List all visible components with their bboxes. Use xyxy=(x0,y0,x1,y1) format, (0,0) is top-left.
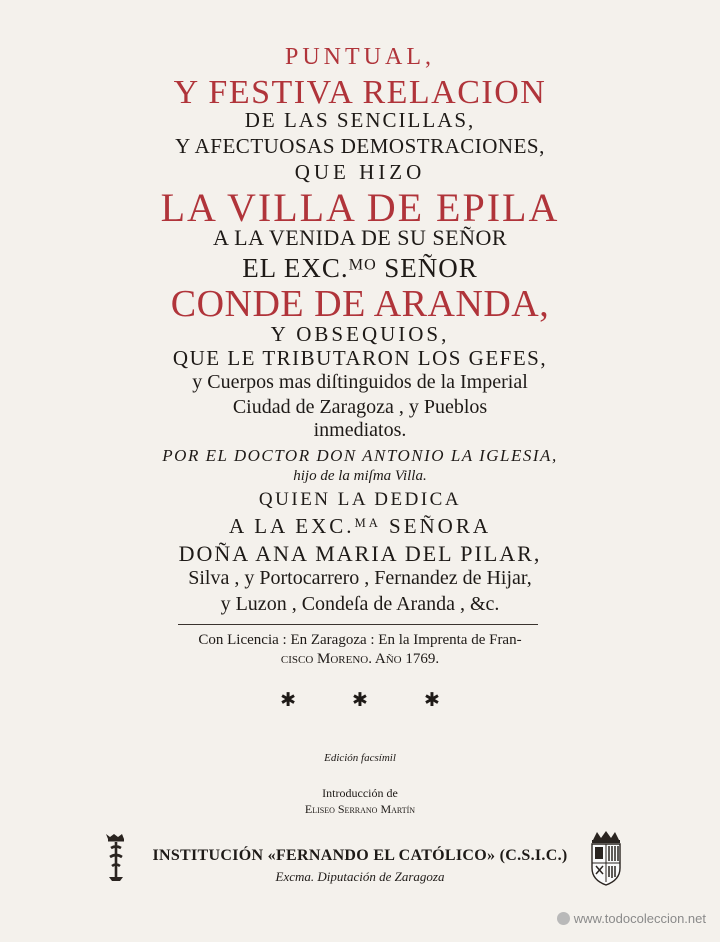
title-line-9: CONDE DE ARANDA, xyxy=(170,283,550,325)
title-line-4: Y AFECTUOSAS DEMOSTRACIONES, xyxy=(175,134,545,158)
imprint-line-1: Con Licencia : En Zaragoza : En la Imprenta de Fran- xyxy=(198,632,522,648)
title-line-8: EL EXC.ᴹᴼ SEÑOR xyxy=(242,253,478,283)
asterism-ornament-icon: ✱ xyxy=(352,690,368,711)
author-origin-line: hijo de la miſma Villa. xyxy=(293,468,427,484)
dedication-line-3: DOÑA ANA MARIA DEL PILAR, xyxy=(178,541,542,566)
introduction-label: Introducción de xyxy=(322,786,398,800)
title-line-5: QUE HIZO xyxy=(294,160,426,184)
imprint-line-2: cisco Moreno. Año 1769. xyxy=(280,651,440,667)
title-line-1: PUNTUAL, xyxy=(285,44,435,70)
publisher-subtitle: Excma. Diputación de Zaragoza xyxy=(275,869,445,884)
coat-of-arms-icon xyxy=(588,830,624,886)
dedication-line-2: A LA EXC.ᴹᴬ SEÑORA xyxy=(228,514,492,538)
title-line-2: Y FESTIVA RELACION xyxy=(173,74,547,111)
title-line-3: DE LAS SENCILLAS, xyxy=(244,108,476,132)
asterism-ornament-icon: ✱ xyxy=(423,690,440,711)
divider-rule xyxy=(178,624,538,625)
dedication-line-4: Silva , y Portocarrero , Fernandez de Hijar, xyxy=(188,567,532,589)
title-line-14: inmediatos. xyxy=(313,419,407,441)
introduction-author: Eliseo Serrano Martín xyxy=(304,802,416,816)
title-line-12: y Cuerpos mas diſtinguidos de la Imperial xyxy=(192,371,528,393)
facsimile-label: Edición facsímil xyxy=(324,752,396,764)
title-line-11: QUE LE TRIBUTARON LOS GEFES, xyxy=(172,346,548,370)
watermark-logo-icon xyxy=(557,912,570,925)
title-line-6: LA VILLA DE EPILA xyxy=(160,185,560,230)
watermark-text: www.todocoleccion.net xyxy=(573,911,706,926)
author-line: POR EL DOCTOR DON ANTONIO LA IGLESIA, xyxy=(162,446,558,465)
publisher-name: INSTITUCIÓN «FERNANDO EL CATÓLICO» (C.S.I.C.) xyxy=(152,847,568,864)
dedication-line-1: QUIEN LA DEDICA xyxy=(258,489,462,510)
watermark xyxy=(557,911,706,926)
asterism-ornament-icon: ✱ xyxy=(280,690,297,711)
dedication-line-5: y Luzon , Condeſa de Aranda , &c. xyxy=(220,593,500,615)
title-line-10: Y OBSEQUIOS, xyxy=(270,322,450,346)
title-line-7: A LA VENIDA DE SU SEÑOR xyxy=(212,225,508,250)
ornament-row xyxy=(0,689,720,712)
title-line-13: Ciudad de Zaragoza , y Pueblos xyxy=(232,396,488,418)
